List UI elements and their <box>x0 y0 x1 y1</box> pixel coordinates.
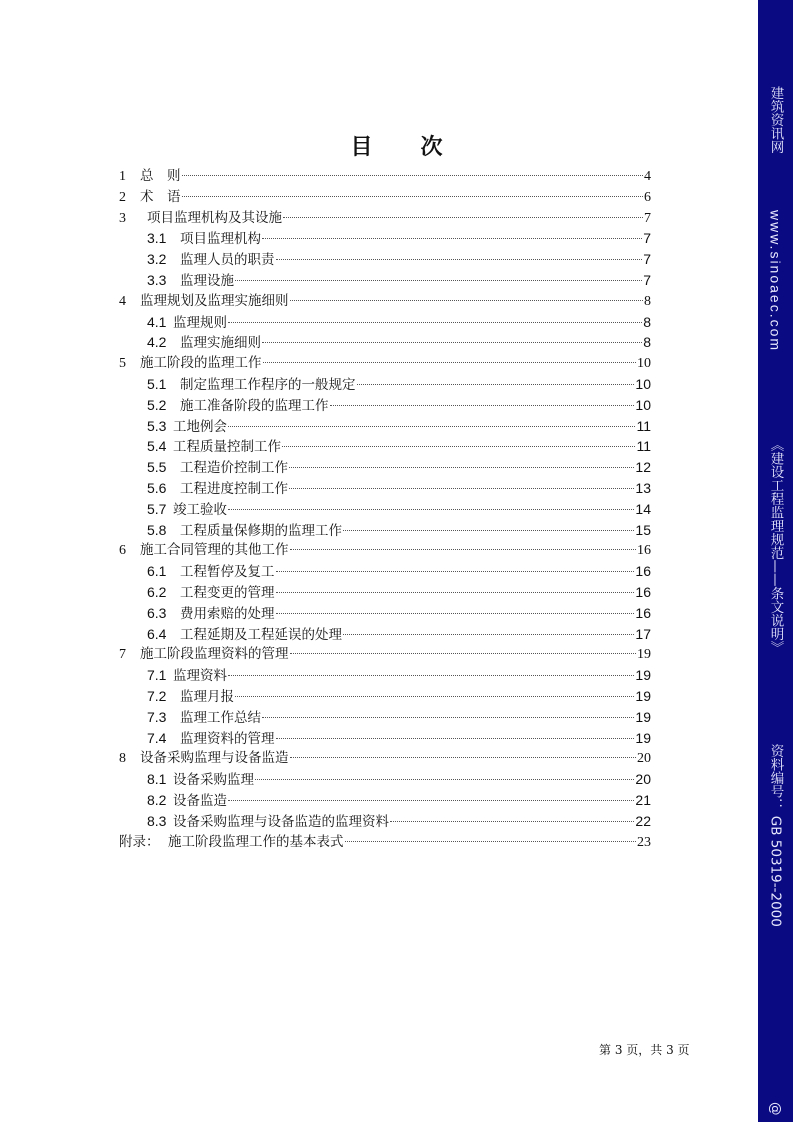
toc-entry[interactable] <box>119 644 651 665</box>
toc-entry[interactable] <box>119 790 651 811</box>
toc-entry[interactable] <box>119 520 651 541</box>
toc-entry[interactable] <box>119 228 651 249</box>
dot-leader <box>235 696 634 697</box>
dot-leader <box>390 821 634 822</box>
toc-title <box>0 130 793 161</box>
toc-page: 7 <box>643 230 651 247</box>
dot-leader <box>182 196 644 197</box>
document-code: 资料编号： GB 50319--2000 <box>767 744 784 927</box>
dot-leader <box>276 592 635 593</box>
toc-number: 1 <box>119 169 126 184</box>
dot-leader <box>228 426 635 427</box>
toc-entry[interactable] <box>119 312 651 333</box>
toc-label: 监理实施细则 <box>180 335 261 352</box>
toc-page: 10 <box>635 396 651 413</box>
toc-label: 监理规则 <box>173 314 227 331</box>
toc-page: 19 <box>635 667 651 684</box>
dot-leader <box>290 653 637 654</box>
toc-page: 11 <box>636 417 651 434</box>
toc-page: 12 <box>635 459 651 476</box>
toc-number: 5.5 <box>147 459 167 476</box>
toc-label: 制定监理工作程序的一般规定 <box>180 376 356 393</box>
toc-entry[interactable] <box>119 769 651 790</box>
toc-entry[interactable] <box>119 416 651 437</box>
toc-page: 16 <box>635 583 651 600</box>
toc-page: 15 <box>635 521 651 538</box>
dot-leader <box>330 405 635 406</box>
toc-label: 监理人员的职责 <box>180 252 275 269</box>
dot-leader <box>228 322 642 323</box>
toc-number: 7.2 <box>147 687 167 704</box>
toc-entry[interactable] <box>119 748 651 769</box>
toc-label: 施工合同管理的其他工作 <box>140 542 289 559</box>
toc-number: 7.4 <box>147 729 167 746</box>
toc-number: 3.3 <box>147 271 167 288</box>
toc-label: 工程造价控制工作 <box>180 460 288 477</box>
toc-entry[interactable] <box>119 811 651 832</box>
dot-leader <box>357 384 635 385</box>
toc-entry[interactable] <box>119 291 651 312</box>
toc-page: 19 <box>637 647 651 663</box>
toc-entry[interactable] <box>119 353 651 374</box>
sidebar-banner <box>758 0 793 1122</box>
dot-leader <box>345 841 637 842</box>
toc-entry[interactable] <box>119 187 651 208</box>
toc-page: 11 <box>636 438 651 455</box>
dot-leader <box>276 738 635 739</box>
table-of-contents <box>119 166 651 852</box>
toc-number: 8 <box>119 751 126 767</box>
site-url-link[interactable]: www.sinoaec.com <box>767 210 784 353</box>
toc-number: 5.4 <box>147 438 167 455</box>
document-title-vertical: 《建设工程监理规范——条文说明》 <box>767 438 784 654</box>
toc-entry[interactable] <box>119 561 651 582</box>
toc-label: 施工阶段监理工作的基本表式 <box>168 833 344 850</box>
toc-page: 23 <box>637 834 651 850</box>
toc-label: 监理资料 <box>173 668 227 685</box>
toc-page: 8 <box>643 334 651 351</box>
dot-leader <box>290 300 644 301</box>
toc-entry[interactable] <box>119 332 651 353</box>
toc-entry[interactable] <box>119 457 651 478</box>
toc-label: 设备采购监理与设备监造 <box>140 750 289 767</box>
toc-number: 7.1 <box>147 667 167 684</box>
toc-page: 13 <box>635 479 651 496</box>
toc-number: 6.4 <box>147 625 167 642</box>
toc-page: 19 <box>635 687 651 704</box>
toc-entry[interactable] <box>119 208 651 229</box>
dot-leader <box>276 571 635 572</box>
toc-entry[interactable] <box>119 166 651 187</box>
toc-entry[interactable] <box>119 395 651 416</box>
dot-leader <box>290 549 637 550</box>
toc-entry[interactable] <box>119 686 651 707</box>
toc-number: 5.2 <box>147 396 167 413</box>
toc-label: 工程延期及工程延误的处理 <box>180 626 342 643</box>
toc-entry[interactable] <box>119 478 651 499</box>
dot-leader <box>343 530 634 531</box>
dot-leader <box>289 467 634 468</box>
toc-label: 费用索赔的处理 <box>180 605 275 622</box>
toc-number: 3.1 <box>147 230 167 247</box>
toc-entry[interactable] <box>119 665 651 686</box>
toc-entry[interactable] <box>119 249 651 270</box>
toc-page: 6 <box>644 189 651 205</box>
toc-label: 施工阶段的监理工作 <box>140 355 262 372</box>
toc-entry[interactable] <box>119 624 651 645</box>
toc-number: 5.3 <box>147 417 167 434</box>
toc-number: 附录： <box>119 833 160 850</box>
toc-number: 4 <box>119 293 126 309</box>
toc-page: 8 <box>644 293 651 309</box>
toc-label: 施工准备阶段的监理工作 <box>180 397 329 414</box>
toc-page: 20 <box>635 771 651 788</box>
toc-page: 4 <box>644 169 651 184</box>
dot-leader <box>235 280 642 281</box>
toc-number: 6.2 <box>147 583 167 600</box>
toc-entry[interactable] <box>119 499 651 520</box>
toc-number: 3 <box>119 210 126 226</box>
toc-label: 工程质量控制工作 <box>173 439 281 456</box>
title-char-1: 目 <box>350 135 397 160</box>
toc-number: 5.6 <box>147 479 167 496</box>
toc-entry-appendix[interactable] <box>119 832 651 853</box>
toc-number: 6.3 <box>147 604 167 621</box>
toc-number: 2 <box>119 189 126 205</box>
toc-page: 14 <box>635 500 651 517</box>
toc-number: 7.3 <box>147 708 167 725</box>
toc-number: 5.8 <box>147 521 167 538</box>
toc-page: 20 <box>637 751 651 767</box>
toc-page: 19 <box>635 708 651 725</box>
toc-page: 16 <box>635 604 651 621</box>
toc-page: 7 <box>643 251 651 268</box>
dot-leader <box>263 362 637 363</box>
dot-leader <box>182 175 644 176</box>
toc-page: 16 <box>637 543 651 559</box>
toc-number: 8.2 <box>147 791 167 808</box>
toc-entry[interactable] <box>119 436 651 457</box>
dot-leader <box>228 800 634 801</box>
toc-entry[interactable] <box>119 603 651 624</box>
toc-entry[interactable] <box>119 728 651 749</box>
toc-entry[interactable] <box>119 582 651 603</box>
toc-page: 10 <box>637 356 651 372</box>
dot-leader <box>228 509 634 510</box>
toc-page: 19 <box>635 729 651 746</box>
toc-label: 术 语 <box>140 188 181 205</box>
toc-label: 设备监造 <box>173 792 227 809</box>
title-char-2: 次 <box>420 135 467 160</box>
toc-label: 施工阶段监理资料的管理 <box>140 646 289 663</box>
toc-entry[interactable] <box>119 374 651 395</box>
at-symbol-icon: @ <box>767 1102 784 1116</box>
toc-number: 5.7 <box>147 500 167 517</box>
toc-number: 3.2 <box>147 251 167 268</box>
toc-number: 7 <box>119 647 126 663</box>
toc-label: 监理规划及监理实施细则 <box>140 292 289 309</box>
toc-page: 7 <box>643 271 651 288</box>
toc-page: 16 <box>635 563 651 580</box>
toc-number: 5 <box>119 356 126 372</box>
toc-number: 8.1 <box>147 771 167 788</box>
toc-label: 工程变更的管理 <box>180 584 275 601</box>
toc-label: 工程进度控制工作 <box>180 480 288 497</box>
toc-number: 5.1 <box>147 375 167 392</box>
toc-page: 10 <box>635 375 651 392</box>
toc-label: 监理月报 <box>180 688 234 705</box>
dot-leader <box>290 757 637 758</box>
toc-number: 6.1 <box>147 563 167 580</box>
toc-label: 项目监理机构 <box>180 231 261 248</box>
dot-leader <box>262 342 642 343</box>
toc-label: 监理设施 <box>180 272 234 289</box>
page-footer: 第 3 页，共 3 页 <box>599 1043 690 1057</box>
toc-label: 监理工作总结 <box>180 709 261 726</box>
site-name: 建筑资讯网 <box>767 86 784 154</box>
toc-label: 设备采购监理 <box>173 772 254 789</box>
toc-label: 工程质量保修期的监理工作 <box>180 522 342 539</box>
toc-page: 17 <box>635 625 651 642</box>
dot-leader <box>262 238 642 239</box>
toc-number: 6 <box>119 543 126 559</box>
toc-label: 总 则 <box>140 168 181 184</box>
toc-number: 8.3 <box>147 812 167 829</box>
dot-leader <box>255 779 634 780</box>
toc-entry[interactable] <box>119 270 651 291</box>
toc-label: 工程暂停及复工 <box>180 564 275 581</box>
toc-entry[interactable] <box>119 540 651 561</box>
toc-label: 工地例会 <box>173 418 227 435</box>
toc-number: 4.2 <box>147 334 167 351</box>
toc-page: 21 <box>635 791 651 808</box>
toc-entry[interactable] <box>119 707 651 728</box>
dot-leader <box>289 488 634 489</box>
dot-leader <box>276 613 635 614</box>
toc-label: 竣工验收 <box>173 501 227 518</box>
toc-page: 7 <box>644 210 651 226</box>
dot-leader <box>343 634 634 635</box>
dot-leader <box>283 217 643 218</box>
toc-label: 项目监理机构及其设施 <box>147 209 282 226</box>
toc-page: 22 <box>635 812 651 829</box>
dot-leader <box>282 446 635 447</box>
dot-leader <box>276 259 643 260</box>
toc-label: 设备采购监理与设备监造的监理资料 <box>173 813 389 830</box>
toc-label: 监理资料的管理 <box>180 730 275 747</box>
dot-leader <box>228 675 634 676</box>
dot-leader <box>262 717 634 718</box>
toc-number: 4.1 <box>147 313 167 330</box>
toc-page: 8 <box>643 313 651 330</box>
